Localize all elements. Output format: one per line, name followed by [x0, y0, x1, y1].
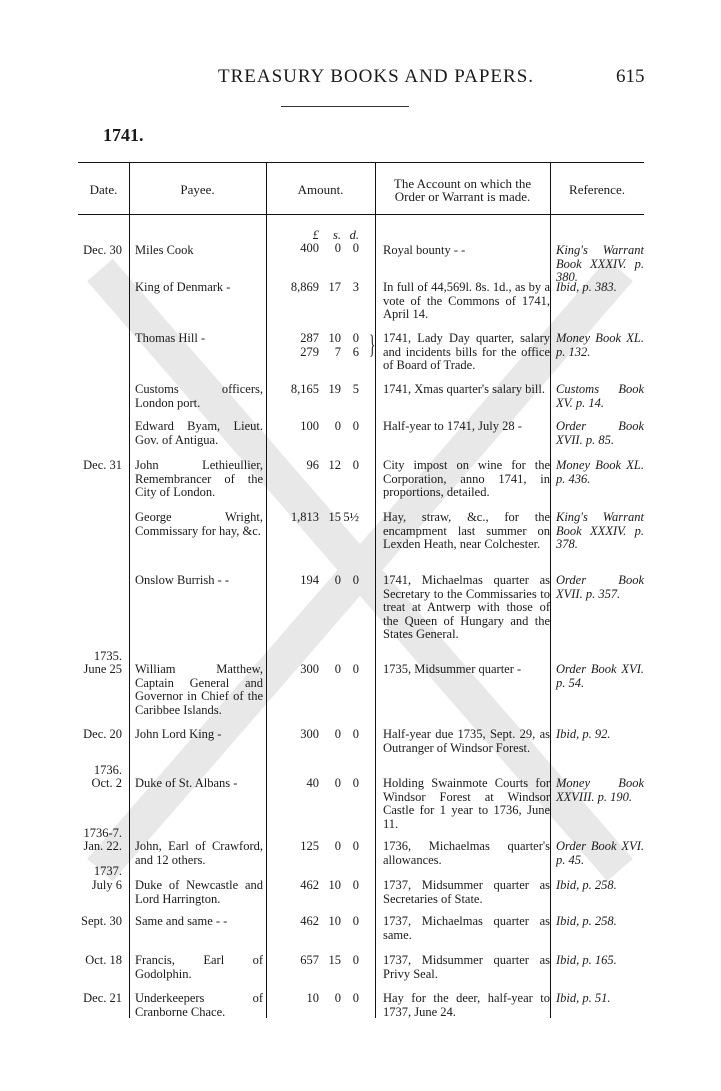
col-divider: [550, 162, 551, 1018]
amount-pounds: 400: [300, 241, 319, 255]
row-amount: [276, 242, 368, 256]
amount-pounds: 96: [306, 458, 319, 472]
amount-shillings: 7: [334, 345, 341, 359]
page-number: 615: [616, 66, 645, 87]
amount-pounds: 1,813: [290, 510, 319, 524]
amount-pence: 0: [352, 419, 359, 433]
amount-shillings: 0: [334, 573, 341, 587]
row-payee: Miles Cook: [135, 243, 194, 257]
amount-pence: 0: [352, 573, 359, 587]
row-amount: [276, 840, 368, 854]
amount-pounds: 462: [300, 878, 319, 892]
row-payee: Duke of Newcastle and Lord Harrington.: [135, 878, 263, 906]
amount-shillings: 0: [334, 776, 341, 790]
amount-shillings: 0: [334, 727, 341, 741]
row-date: Dec. 30: [83, 243, 122, 257]
amount-shillings: 0: [334, 419, 341, 433]
row-amount: [276, 879, 368, 893]
row-account: In full of 44,569l. 8s. 1d., as by a vote of the Commons of 1741, April 14.: [383, 280, 550, 321]
row-account: 1737, Michaelmas quarter as same.: [383, 914, 550, 942]
amount-pounds: 8,869: [290, 280, 319, 294]
amount-pounds: 287: [300, 331, 319, 345]
row-reference: Order Book XVI. p. 45.: [556, 839, 644, 867]
row-payee: Francis, Earl of Godolphin.: [135, 953, 263, 981]
row-payee: John Lethieullier, Remembrancer of the City of London.: [135, 458, 263, 499]
amount-pence: 0: [352, 839, 359, 853]
header-account-line1: The Account on which the: [393, 176, 532, 191]
amount-pence: 0: [352, 662, 359, 676]
amount-shillings: 15: [328, 510, 341, 524]
col-divider: [266, 162, 267, 1018]
row-date: Jan. 22.: [83, 839, 122, 853]
row-amount: [276, 777, 368, 791]
row-amount: [276, 459, 368, 473]
row-date-year: 1736.: [93, 763, 122, 777]
header-amount: Amount.: [297, 182, 344, 197]
row-reference: Money Book XL. p. 436.: [556, 458, 644, 486]
amount-pence: 0: [352, 953, 359, 967]
amount-pounds: 300: [300, 662, 319, 676]
row-account: 1741, Lady Day quarter, salary and incidents bills for the office of Board of Trade.: [383, 331, 550, 372]
header-reference: Reference.: [569, 182, 625, 197]
amount-pence: 0: [352, 991, 359, 1005]
amount-pounds: 279: [300, 345, 319, 359]
amount-brace: }: [369, 330, 376, 359]
amount-pounds: 100: [300, 419, 319, 433]
row-date: Oct. 2: [91, 776, 122, 790]
row-account: 1736, Michaelmas quarter's allowances.: [383, 839, 550, 867]
unit-pence: d.: [349, 228, 359, 242]
col-divider: [375, 162, 376, 1018]
row-reference: King's Warrant Book XXXIV. p. 380.: [556, 243, 644, 284]
row-reference: Ibid, p. 258.: [556, 878, 617, 892]
table-header-rule: [78, 214, 644, 215]
amount-shillings: 0: [334, 662, 341, 676]
row-date: Oct. 18: [85, 953, 122, 967]
row-payee: Customs officers, London port.: [135, 382, 263, 410]
header-account: [375, 177, 550, 203]
row-date-year: 1736-7.: [83, 826, 122, 840]
row-account: 1737, Midsummer quarter as Secretaries of State.: [383, 878, 550, 906]
amount-pence: 0: [352, 331, 359, 345]
amount-pounds: 10: [306, 991, 319, 1005]
unit-shillings: s.: [333, 228, 341, 242]
table-top-rule: [78, 162, 644, 163]
row-date: Sept. 30: [81, 914, 122, 928]
row-account: Royal bounty - -: [383, 243, 466, 257]
row-reference: Order Book XVII. p. 85.: [556, 419, 644, 447]
amount-shillings: 10: [328, 878, 341, 892]
row-date: Dec. 31: [83, 458, 122, 472]
amount-pounds: 657: [300, 953, 319, 967]
amount-pence: 5: [352, 382, 359, 396]
header-rule: [281, 106, 409, 107]
row-date: July 6: [91, 878, 122, 892]
row-account: Hay, straw, &c., for the encampment last summer on Lexden Heath, near Colchester.: [383, 510, 550, 551]
amount-pence: 0: [352, 914, 359, 928]
row-reference: Order Book XVII. p. 357.: [556, 573, 644, 601]
amount-pounds: 462: [300, 914, 319, 928]
row-reference: Ibid, p. 51.: [556, 991, 611, 1005]
row-date-year: 1737.: [93, 864, 122, 878]
row-amount: [276, 954, 368, 968]
amount-shillings: 0: [334, 991, 341, 1005]
row-amount: [276, 574, 368, 588]
row-reference: Ibid, p. 165.: [556, 953, 617, 967]
row-reference: King's Warrant Book XXXIV. p. 378.: [556, 510, 644, 551]
amount-pounds: 8,165: [290, 382, 319, 396]
row-amount: [276, 281, 368, 295]
row-amount: [276, 992, 368, 1006]
amount-pence: 0: [352, 241, 359, 255]
amount-pence: 5½: [343, 510, 359, 524]
row-account: Hay for the deer, half-year to 1737, June 24.: [383, 991, 550, 1019]
amount-pence: 0: [352, 727, 359, 741]
row-amount: [276, 511, 368, 525]
row-payee: John, Earl of Crawford, and 12 others.: [135, 839, 263, 867]
amount-pounds: 125: [300, 839, 319, 853]
row-amount: [276, 332, 368, 346]
row-amount: [276, 663, 368, 677]
amount-shillings: 19: [328, 382, 341, 396]
row-reference: Order Book XVI. p. 54.: [556, 662, 644, 690]
amount-pounds: 40: [306, 776, 319, 790]
amount-pounds: 300: [300, 727, 319, 741]
amount-pounds: 194: [300, 573, 319, 587]
row-account: Half-year due 1735, Sept. 29, as Outranger of Windsor Forest.: [383, 727, 550, 755]
amount-shillings: 15: [328, 953, 341, 967]
header-date: Date.: [89, 182, 118, 197]
row-date: Dec. 21: [83, 991, 122, 1005]
row-date-year: 1735.: [93, 649, 122, 663]
header-account-line2: Order or Warrant is made.: [394, 189, 531, 204]
amount-pence: 6: [352, 345, 359, 359]
row-payee: Onslow Burrish - -: [135, 573, 230, 587]
amount-shillings: 10: [328, 331, 341, 345]
row-date: June 25: [83, 662, 122, 676]
amount-shillings: 10: [328, 914, 341, 928]
row-payee: Same and same - -: [135, 914, 228, 928]
row-account: 1737, Midsummer quarter as Privy Seal.: [383, 953, 550, 981]
row-account: 1735, Midsummer quarter -: [383, 662, 522, 676]
row-payee: William Matthew, Captain General and Governor in Chief of the Caribbee Islands.: [135, 662, 263, 717]
row-account: 1741, Xmas quarter's salary bill.: [383, 382, 545, 396]
row-amount: [276, 383, 368, 397]
row-account: Holding Swainmote Courts for Windsor Forest at Windsor Castle for 1 year to 1736, June 11.: [383, 776, 550, 831]
row-payee: Edward Byam, Lieut. Gov. of Antigua.: [135, 419, 263, 447]
unit-pounds: £: [312, 228, 319, 242]
running-title: TREASURY BOOKS AND PAPERS.: [218, 66, 535, 87]
header-payee: Payee.: [180, 182, 215, 197]
row-date: Dec. 20: [83, 727, 122, 741]
row-payee: George Wright, Commissary for hay, &c.: [135, 510, 263, 538]
row-reference: Ibid, p. 258.: [556, 914, 617, 928]
amount-pence: 0: [352, 458, 359, 472]
col-divider: [129, 162, 130, 1018]
amount-pence: 0: [352, 878, 359, 892]
row-amount: [276, 915, 368, 929]
row-payee: John Lord King -: [135, 727, 222, 741]
row-payee: Underkeepers of Cranborne Chace.: [135, 991, 263, 1019]
row-payee: Duke of St. Albans -: [135, 776, 238, 790]
amount-shillings: 0: [334, 241, 341, 255]
row-account: Half-year to 1741, July 28 -: [383, 419, 522, 433]
row-amount-second: [276, 346, 368, 360]
row-amount: [276, 420, 368, 434]
amount-shillings: 17: [328, 280, 341, 294]
row-account: 1741, Michaelmas quarter as Secretary to the Commissaries to treat at Antwerp with those of the Queen of Hungary and the States General.: [383, 573, 550, 641]
row-amount: [276, 728, 368, 742]
amount-pence: 3: [352, 280, 359, 294]
row-reference: Money Book XL. p. 132.: [556, 331, 644, 359]
row-payee: King of Denmark -: [135, 280, 231, 294]
row-reference: Money Book XXVIII. p. 190.: [556, 776, 644, 804]
row-reference: Ibid, p. 92.: [556, 727, 611, 741]
payments-table: [78, 162, 644, 1018]
row-reference: Ibid, p. 383.: [556, 280, 617, 294]
amount-shillings: 0: [334, 839, 341, 853]
page-header: [0, 66, 721, 90]
row-account: City impost on wine for the Corporation, anno 1741, in proportions, detailed.: [383, 458, 550, 499]
row-payee: Thomas Hill -: [135, 331, 206, 345]
row-reference: Customs Book XV. p. 14.: [556, 382, 644, 410]
year-heading: 1741.: [103, 125, 144, 145]
amount-pence: 0: [352, 776, 359, 790]
amount-shillings: 12: [328, 458, 341, 472]
